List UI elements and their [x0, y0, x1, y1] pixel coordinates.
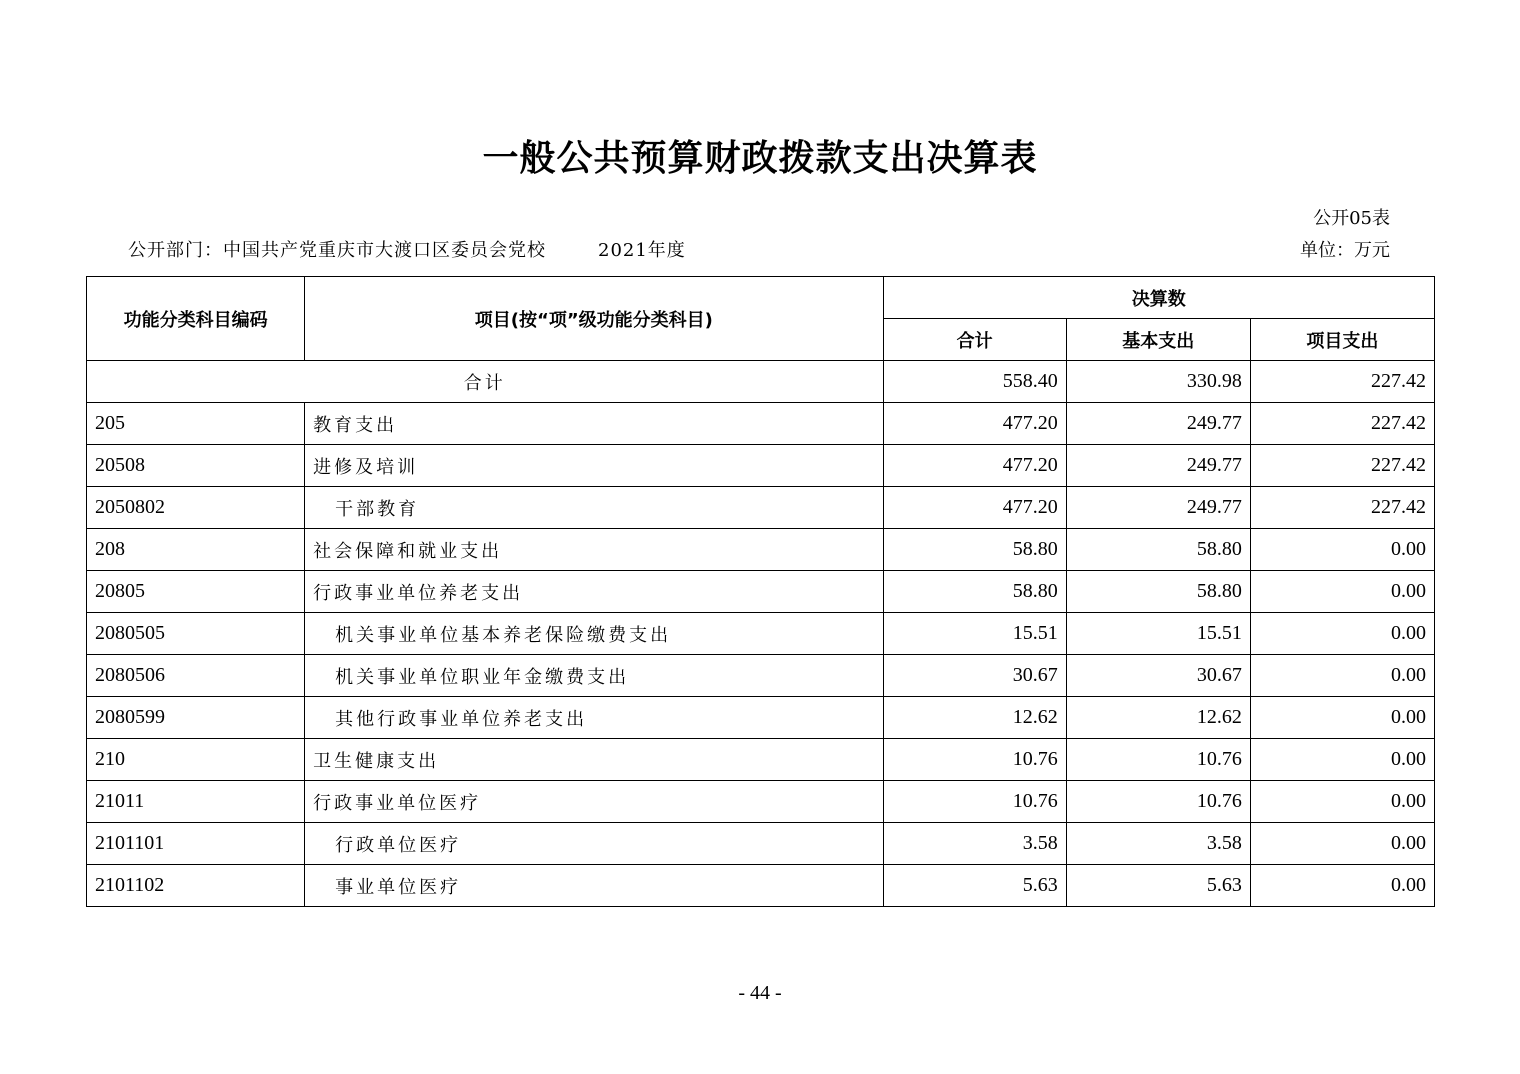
- row-total: 58.80: [883, 529, 1066, 571]
- row-project: 0.00: [1250, 529, 1434, 571]
- row-basic: 10.76: [1066, 739, 1250, 781]
- form-number: 公开05表: [1313, 208, 1390, 229]
- header-total: 合计: [883, 319, 1066, 361]
- header-group: 决算数: [883, 277, 1434, 319]
- row-total: 58.80: [883, 571, 1066, 613]
- header-code: 功能分类科目编码: [87, 277, 305, 361]
- row-name: 行政事业单位医疗: [305, 781, 883, 823]
- total-row: [87, 361, 1435, 403]
- row-project: 227.42: [1250, 403, 1434, 445]
- department-line: [128, 236, 686, 262]
- total-project: 227.42: [1250, 361, 1434, 403]
- row-code: 20805: [87, 571, 305, 613]
- table-row: [87, 571, 1435, 613]
- row-total: 15.51: [883, 613, 1066, 655]
- row-total: 477.20: [883, 403, 1066, 445]
- row-total: 477.20: [883, 445, 1066, 487]
- row-code: 2080506: [87, 655, 305, 697]
- expenditure-table: [86, 276, 1435, 907]
- row-code: 2101102: [87, 865, 305, 907]
- row-name: 事业单位医疗: [305, 865, 883, 907]
- row-project: 0.00: [1250, 739, 1434, 781]
- table-row: [87, 655, 1435, 697]
- table-row: [87, 781, 1435, 823]
- row-basic: 15.51: [1066, 613, 1250, 655]
- page-title: 一般公共预算财政拨款支出决算表: [482, 138, 1038, 179]
- row-name: 卫生健康支出: [305, 739, 883, 781]
- row-basic: 58.80: [1066, 529, 1250, 571]
- header-item: 项目(按“项”级功能分类科目): [305, 277, 883, 361]
- row-code: 21011: [87, 781, 305, 823]
- row-name: 其他行政事业单位养老支出: [305, 697, 883, 739]
- row-project: 227.42: [1250, 487, 1434, 529]
- row-code: 208: [87, 529, 305, 571]
- table-row: [87, 487, 1435, 529]
- row-total: 30.67: [883, 655, 1066, 697]
- row-name: 行政事业单位养老支出: [305, 571, 883, 613]
- row-name: 社会保障和就业支出: [305, 529, 883, 571]
- row-code: 205: [87, 403, 305, 445]
- row-name: 教育支出: [305, 403, 883, 445]
- row-project: 0.00: [1250, 697, 1434, 739]
- row-code: 2080505: [87, 613, 305, 655]
- header-row: [87, 277, 1435, 319]
- unit-label: 单位：万元: [1300, 240, 1390, 261]
- row-code: 2050802: [87, 487, 305, 529]
- table-row: [87, 823, 1435, 865]
- row-project: 0.00: [1250, 823, 1434, 865]
- row-basic: 5.63: [1066, 865, 1250, 907]
- row-total: 10.76: [883, 739, 1066, 781]
- row-project: 227.42: [1250, 445, 1434, 487]
- table-row: [87, 403, 1435, 445]
- total-amount: 558.40: [883, 361, 1066, 403]
- row-name: 进修及培训: [305, 445, 883, 487]
- row-project: 0.00: [1250, 571, 1434, 613]
- fiscal-year: 2021年度: [598, 240, 686, 261]
- row-basic: 3.58: [1066, 823, 1250, 865]
- row-basic: 30.67: [1066, 655, 1250, 697]
- total-basic: 330.98: [1066, 361, 1250, 403]
- row-code: 2080599: [87, 697, 305, 739]
- row-total: 10.76: [883, 781, 1066, 823]
- table-row: [87, 529, 1435, 571]
- row-project: 0.00: [1250, 655, 1434, 697]
- row-name: 行政单位医疗: [305, 823, 883, 865]
- row-project: 0.00: [1250, 781, 1434, 823]
- row-name: 机关事业单位职业年金缴费支出: [305, 655, 883, 697]
- row-total: 3.58: [883, 823, 1066, 865]
- page-number: - 44 -: [738, 982, 782, 1004]
- row-name: 机关事业单位基本养老保险缴费支出: [305, 613, 883, 655]
- row-total: 477.20: [883, 487, 1066, 529]
- row-basic: 249.77: [1066, 487, 1250, 529]
- row-basic: 249.77: [1066, 403, 1250, 445]
- row-project: 0.00: [1250, 865, 1434, 907]
- row-basic: 12.62: [1066, 697, 1250, 739]
- total-label: 合计: [87, 361, 884, 403]
- header-project: 项目支出: [1250, 319, 1434, 361]
- row-code: 210: [87, 739, 305, 781]
- table-row: [87, 613, 1435, 655]
- header-basic: 基本支出: [1066, 319, 1250, 361]
- row-code: 20508: [87, 445, 305, 487]
- department: 公开部门：中国共产党重庆市大渡口区委员会党校: [128, 240, 546, 261]
- row-basic: 58.80: [1066, 571, 1250, 613]
- row-basic: 10.76: [1066, 781, 1250, 823]
- table-row: [87, 865, 1435, 907]
- row-total: 12.62: [883, 697, 1066, 739]
- row-total: 5.63: [883, 865, 1066, 907]
- row-project: 0.00: [1250, 613, 1434, 655]
- row-basic: 249.77: [1066, 445, 1250, 487]
- row-name: 干部教育: [305, 487, 883, 529]
- table-row: [87, 445, 1435, 487]
- table-row: [87, 697, 1435, 739]
- row-code: 2101101: [87, 823, 305, 865]
- table-row: [87, 739, 1435, 781]
